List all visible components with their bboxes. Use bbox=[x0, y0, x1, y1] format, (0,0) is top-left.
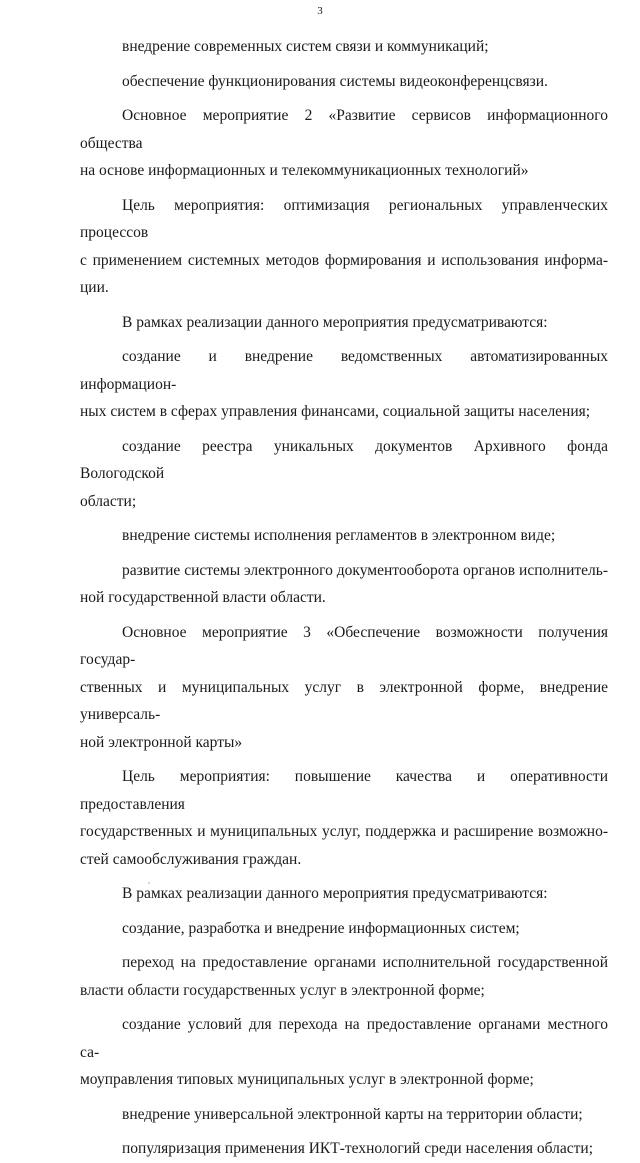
text-line: создание и внедрение ведомственных автоматизированных информацион- bbox=[80, 348, 608, 393]
paragraph-bullet-info-systems bbox=[80, 915, 608, 943]
paragraph-bullet-regulations bbox=[80, 522, 608, 550]
paragraph-gap bbox=[80, 612, 608, 619]
text-line: моуправления типовых муниципальных услуг в электронной форме; bbox=[80, 1071, 534, 1088]
paragraph-gap bbox=[80, 550, 608, 557]
text-line: Цель мероприятия: повышение качества и оперативности предоставления bbox=[80, 768, 608, 813]
document-body bbox=[80, 33, 608, 1163]
paragraph-framework-3 bbox=[80, 880, 608, 908]
paragraph-main-activity-3 bbox=[80, 619, 608, 757]
text-line: Цель мероприятия: оптимизация региональных управленческих процессов bbox=[80, 196, 608, 241]
paragraph-goal-3 bbox=[80, 763, 608, 873]
text-line: Основное мероприятие 3 «Обеспечение возможности получения государ- bbox=[80, 623, 608, 668]
text-line: с применением системных методов формирования и использования информа- bbox=[80, 251, 608, 269]
text-line: переход на предоставление органами исполнительной государственной bbox=[122, 954, 608, 971]
text-line: внедрение универсальной электронной карты на территории области; bbox=[122, 1105, 583, 1123]
paragraph-bullet-automated-systems bbox=[80, 343, 608, 426]
text-line: внедрение системы исполнения регламентов в электронном виде; bbox=[122, 527, 556, 544]
paragraph-gap bbox=[80, 515, 608, 522]
paragraph-bullet-universal-card bbox=[80, 1101, 608, 1129]
text-line: ной государственной власти области. bbox=[80, 589, 326, 606]
paragraph-gap bbox=[80, 1094, 608, 1101]
paragraph-gap bbox=[80, 908, 608, 915]
paragraph-bullet-state-services bbox=[80, 949, 608, 1004]
paragraph-gap bbox=[80, 1128, 608, 1135]
text-line: развитие системы электронного документооборота органов исполнитель- bbox=[122, 561, 608, 579]
text-line: ственных и муниципальных услуг в электронной форме, внедрение универсаль- bbox=[80, 678, 608, 723]
text-line: создание, разработка и внедрение информационных систем; bbox=[122, 919, 520, 937]
text-line: создание условий для перехода на предоставление органами местного са- bbox=[80, 1016, 608, 1061]
paragraph-gap bbox=[80, 756, 608, 763]
text-line: государственных и муниципальных услуг, поддержка и расширение возможно- bbox=[80, 823, 608, 840]
text-line: ных систем в сферах управления финансами, социальной защиты населения; bbox=[80, 403, 591, 420]
text-line: области; bbox=[80, 492, 137, 510]
paragraph-gap bbox=[80, 185, 608, 192]
text-line: внедрение современных систем связи и коммуникаций; bbox=[122, 38, 489, 55]
text-line: создание реестра уникальных документов Архивного фонда Вологодской bbox=[80, 437, 608, 482]
paragraph-bullet-videoconference bbox=[80, 68, 608, 96]
paragraph-framework-2 bbox=[80, 309, 608, 337]
paragraph-gap bbox=[80, 302, 608, 309]
paragraph-gap bbox=[80, 1004, 608, 1011]
text-line: Основное мероприятие 2 «Развитие сервисов информационного общества bbox=[80, 107, 608, 152]
paragraph-gap bbox=[80, 61, 608, 68]
page-number: 3 bbox=[317, 5, 323, 17]
scan-speck bbox=[148, 882, 150, 884]
paragraph-gap bbox=[80, 336, 608, 343]
paragraph-bullet-communications bbox=[80, 33, 608, 61]
paragraph-bullet-municipal-services bbox=[80, 1011, 608, 1094]
text-line: власти области государственных услуг в электронной форме; bbox=[80, 981, 485, 999]
text-line: обеспечение функционирования системы видеоконференцсвязи. bbox=[122, 72, 548, 90]
text-line: ции. bbox=[80, 279, 109, 296]
paragraph-gap bbox=[80, 426, 608, 433]
paragraph-main-activity-2 bbox=[80, 102, 608, 185]
paragraph-bullet-document-flow bbox=[80, 557, 608, 612]
paragraph-gap bbox=[80, 95, 608, 102]
text-line: на основе информационных и телекоммуникационных технологий» bbox=[80, 162, 529, 179]
text-line: В рамках реализации данного мероприятия предусматриваются: bbox=[122, 313, 548, 331]
text-line: популяризация применения ИКТ-технологий среди населения области; bbox=[122, 1140, 594, 1157]
text-line: В рамках реализации данного мероприятия предусматриваются: bbox=[122, 885, 548, 902]
text-line: ной электронной карты» bbox=[80, 733, 243, 751]
text-line: стей самообслуживания граждан. bbox=[80, 850, 302, 868]
paragraph-goal-2 bbox=[80, 192, 608, 302]
paragraph-gap bbox=[80, 942, 608, 949]
paragraph-bullet-archive-registry bbox=[80, 433, 608, 516]
paragraph-gap bbox=[80, 873, 608, 880]
paragraph-bullet-ict-popularization bbox=[80, 1135, 608, 1163]
